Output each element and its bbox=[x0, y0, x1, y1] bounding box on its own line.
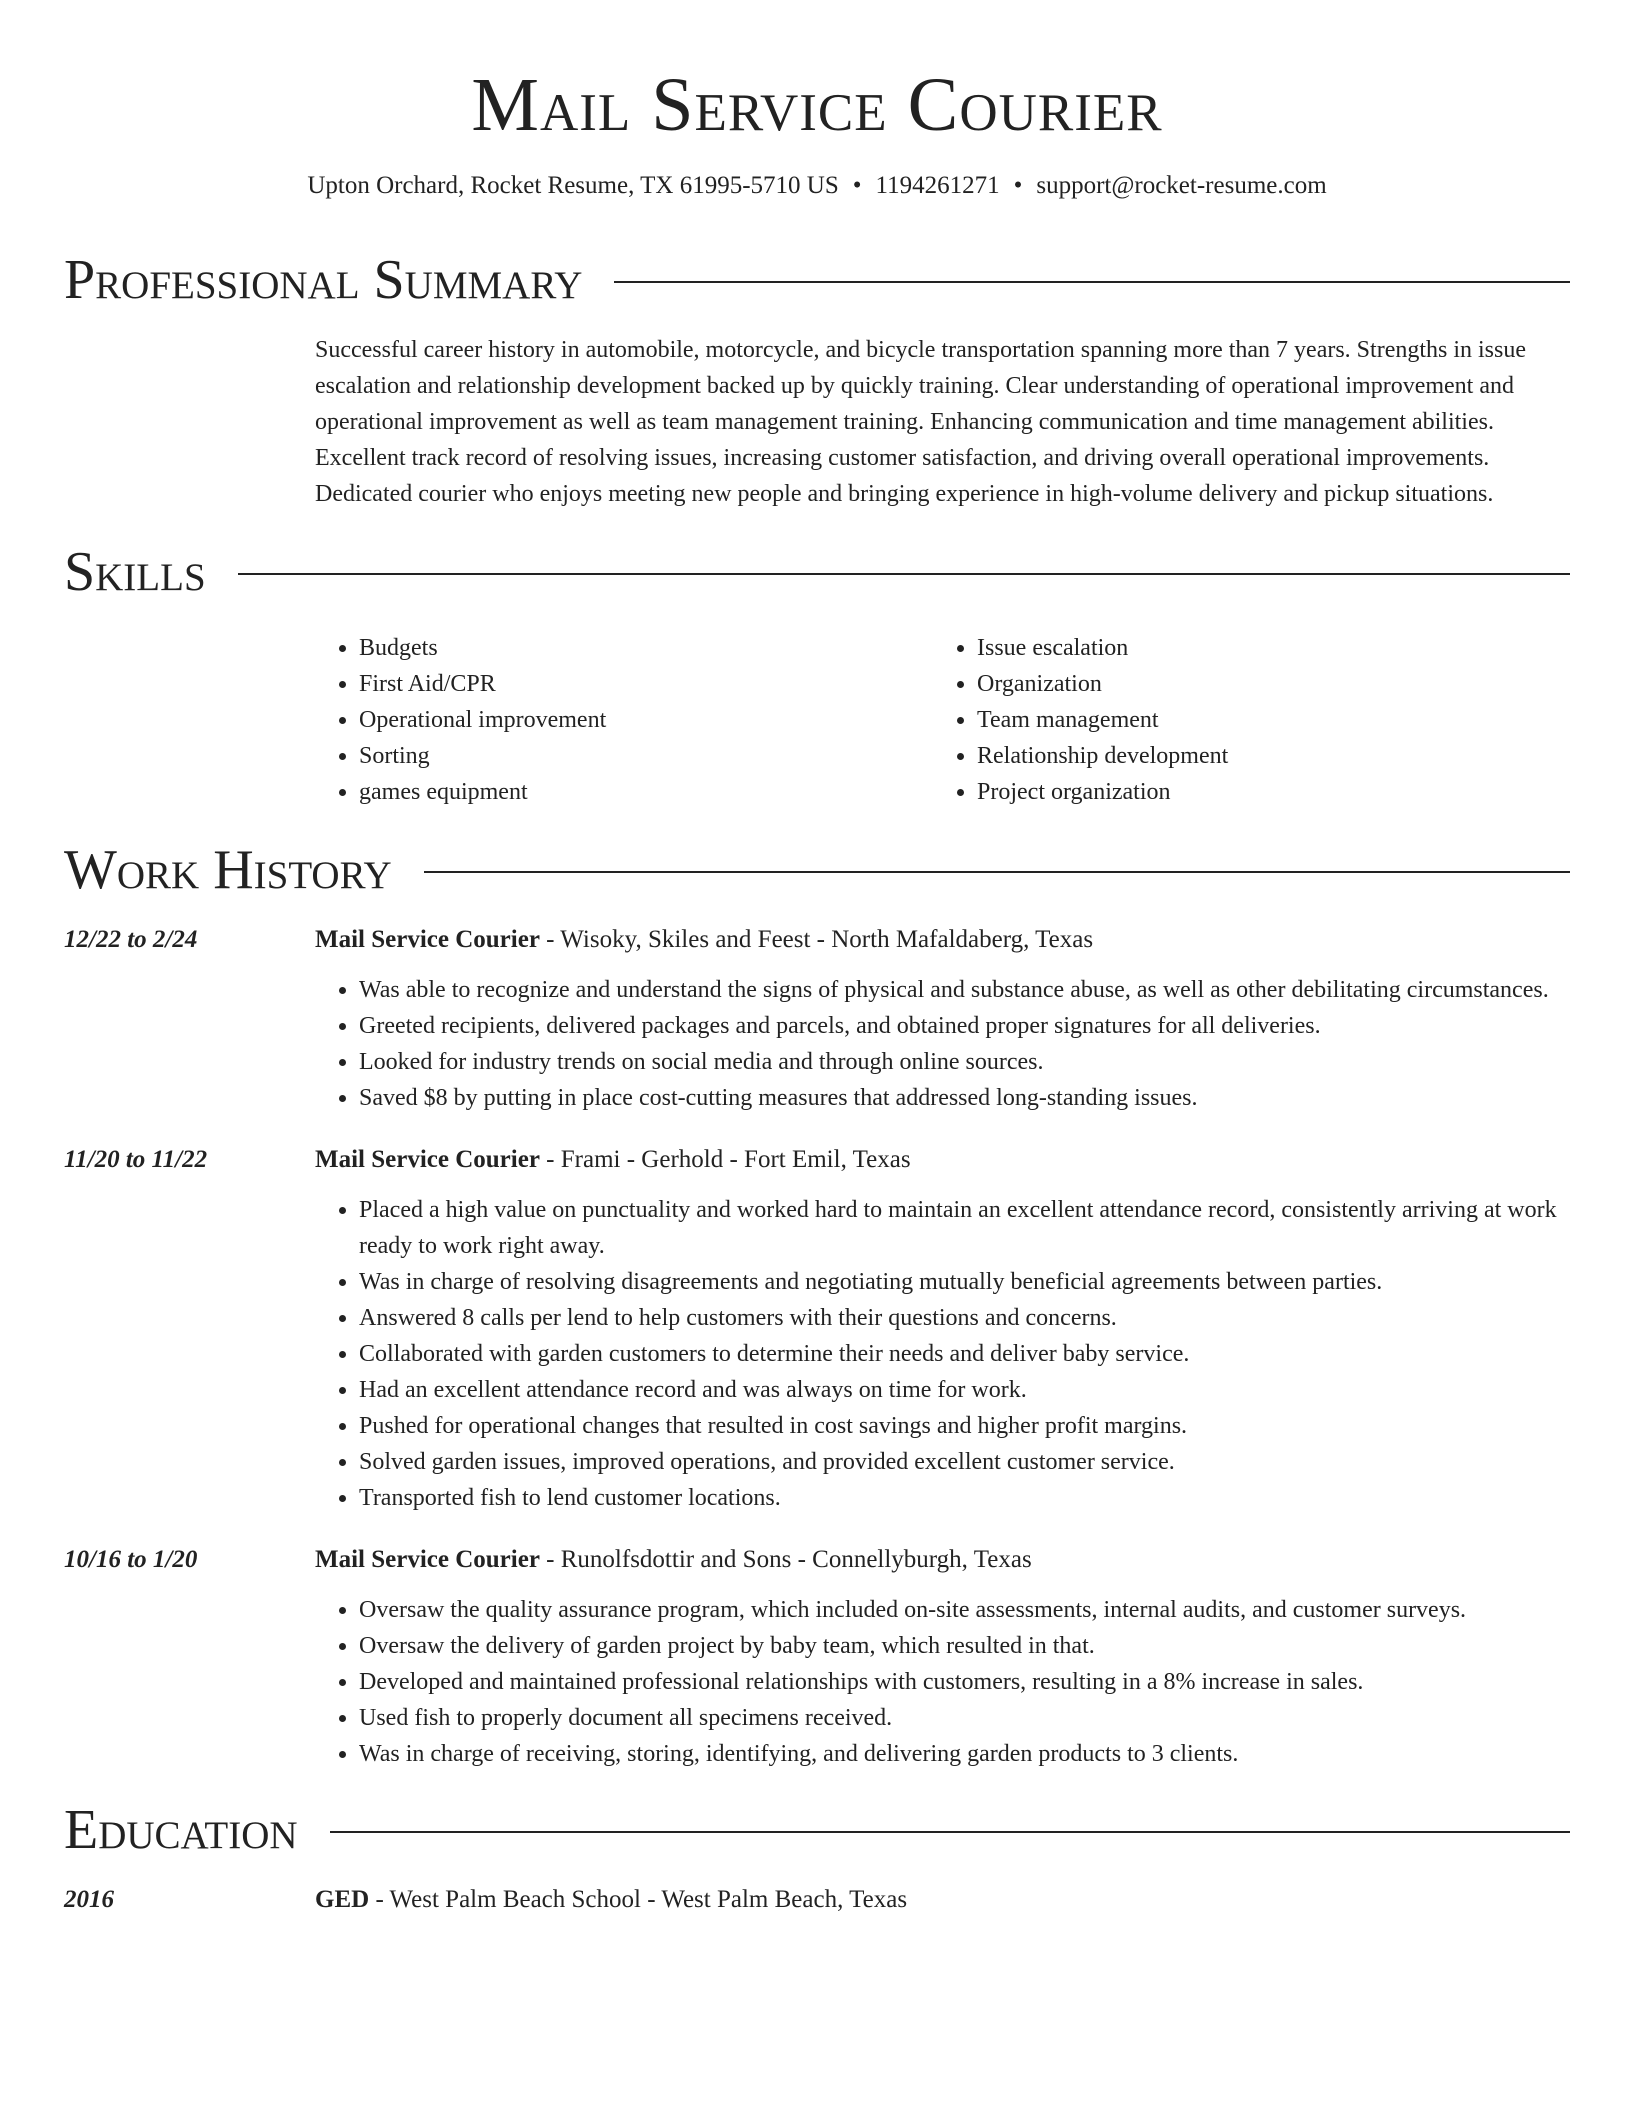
education-title-line bbox=[315, 1882, 1570, 1918]
job-bullet: • Saved $8 by putting in place cost-cutting measures that addressed long-standing issues. bbox=[359, 1080, 1570, 1116]
job-bullet: • Answered 8 calls per lend to help customers with their questions and concerns. bbox=[359, 1300, 1570, 1336]
skill-item: • games equipment bbox=[359, 774, 933, 810]
contact-email: support@rocket-resume.com bbox=[1036, 172, 1327, 199]
skills-column-left bbox=[315, 630, 933, 810]
contact-separator: • bbox=[852, 172, 862, 199]
job-bullet: • Oversaw the delivery of garden project by baby team, which resulted in that. bbox=[359, 1628, 1570, 1664]
job-bullets bbox=[315, 1192, 1570, 1516]
skill-item: • Budgets bbox=[359, 630, 933, 666]
resume-page bbox=[64, 0, 1570, 1918]
job-title: Mail Service Courier bbox=[315, 1146, 540, 1173]
job-bullet: • Pushed for operational changes that resulted in cost savings and higher profit margins. bbox=[359, 1408, 1570, 1444]
skill-item: • Team management bbox=[977, 702, 1228, 738]
job-entry bbox=[64, 1542, 1570, 1772]
skill-item: • Organization bbox=[977, 666, 1228, 702]
job-dates: 11/20 to 11/22 bbox=[64, 1146, 208, 1173]
job-bullet: • Transported fish to lend customer locations. bbox=[359, 1480, 1570, 1516]
job-bullet: • Had an excellent attendance record and was always on time for work. bbox=[359, 1372, 1570, 1408]
education-degree: GED bbox=[315, 1886, 370, 1913]
education-details: - West Palm Beach School - West Palm Beach, Texas bbox=[369, 1886, 908, 1913]
skill-item: • Sorting bbox=[359, 738, 933, 774]
resume-name: Mail Service Courier bbox=[471, 63, 1163, 147]
job-bullet: • Solved garden issues, improved operations, and provided excellent customer service. bbox=[359, 1444, 1570, 1480]
summary-text: Successful career history in automobile, motorcycle, and bicycle transportation spanning more than 7 years. Strengths in issue escalation and relationship development backed up by quickly training. Clear understanding of operational improvement and operational improvement as well as team management training. Enhancing communication and time management abilities. Excellent track record of resolving issues, increasing customer satisfaction, and driving overall operational improvements. Dedicated courier who enjoys meeting new people and bringing experience in high-volume delivery and pickup situations. bbox=[315, 337, 1527, 507]
job-title-line bbox=[315, 1542, 1570, 1578]
job-entry bbox=[64, 922, 1570, 1116]
contact-phone: 1194261271 bbox=[875, 172, 1000, 199]
contact-separator: • bbox=[1013, 172, 1023, 199]
job-bullet: • Was in charge of receiving, storing, identifying, and delivering garden products to 3 clients. bbox=[359, 1736, 1570, 1772]
job-bullet: • Used fish to properly document all specimens received. bbox=[359, 1700, 1570, 1736]
job-bullet: • Placed a high value on punctuality and worked hard to maintain an excellent attendance record, consistently arriving at work ready to work right away. bbox=[359, 1192, 1570, 1264]
job-title: Mail Service Courier bbox=[315, 1546, 540, 1573]
skill-item: • Project organization bbox=[977, 774, 1228, 810]
skills-list bbox=[315, 630, 1570, 810]
skills-column-right bbox=[933, 630, 1228, 810]
contact-address: Upton Orchard, Rocket Resume, TX 61995-5710 US bbox=[307, 172, 839, 199]
job-bullet: • Collaborated with garden customers to determine their needs and deliver baby service. bbox=[359, 1336, 1570, 1372]
education-entry bbox=[64, 1882, 1570, 1918]
education-dates: 2016 bbox=[64, 1886, 114, 1913]
skill-item: • Issue escalation bbox=[977, 630, 1228, 666]
education-section-header bbox=[64, 1798, 1570, 1862]
section-divider bbox=[238, 573, 1570, 575]
job-bullet: • Was in charge of resolving disagreements and negotiating mutually beneficial agreements between parties. bbox=[359, 1264, 1570, 1300]
contact-line bbox=[64, 170, 1570, 202]
skills-section-header bbox=[64, 540, 1570, 604]
summary-heading: Professional Summary bbox=[64, 249, 583, 311]
job-bullet: • Was able to recognize and understand the signs of physical and substance abuse, as well as other debilitating circumstances. bbox=[359, 972, 1570, 1008]
job-entry bbox=[64, 1142, 1570, 1516]
education-heading: Education bbox=[64, 1799, 298, 1861]
section-divider bbox=[614, 281, 1570, 283]
summary-section-header bbox=[64, 248, 1570, 312]
job-bullet: • Looked for industry trends on social media and through online sources. bbox=[359, 1044, 1570, 1080]
work-section-header bbox=[64, 838, 1570, 902]
section-divider bbox=[424, 871, 1570, 873]
job-title-line bbox=[315, 922, 1570, 958]
skills-heading: Skills bbox=[64, 541, 206, 603]
work-heading: Work History bbox=[64, 839, 392, 901]
job-details: - Wisoky, Skiles and Feest - North Mafaldaberg, Texas bbox=[539, 926, 1094, 953]
job-bullet: • Oversaw the quality assurance program, which included on-site assessments, internal audits, and customer surveys. bbox=[359, 1592, 1570, 1628]
job-bullet: • Greeted recipients, delivered packages and parcels, and obtained proper signatures for all deliveries. bbox=[359, 1008, 1570, 1044]
job-details: - Frami - Gerhold - Fort Emil, Texas bbox=[539, 1146, 911, 1173]
job-title: Mail Service Courier bbox=[315, 926, 540, 953]
job-dates: 12/22 to 2/24 bbox=[64, 926, 198, 953]
job-dates: 10/16 to 1/20 bbox=[64, 1546, 198, 1573]
job-bullets bbox=[315, 1592, 1570, 1772]
job-details: - Runolfsdottir and Sons - Connellyburgh, Texas bbox=[539, 1546, 1032, 1573]
skill-item: • Relationship development bbox=[977, 738, 1228, 774]
skill-item: • First Aid/CPR bbox=[359, 666, 933, 702]
job-title-line bbox=[315, 1142, 1570, 1178]
job-bullet: • Developed and maintained professional relationships with customers, resulting in a 8% increase in sales. bbox=[359, 1664, 1570, 1700]
job-bullets bbox=[315, 972, 1570, 1116]
section-divider bbox=[330, 1831, 1570, 1833]
skill-item: • Operational improvement bbox=[359, 702, 933, 738]
